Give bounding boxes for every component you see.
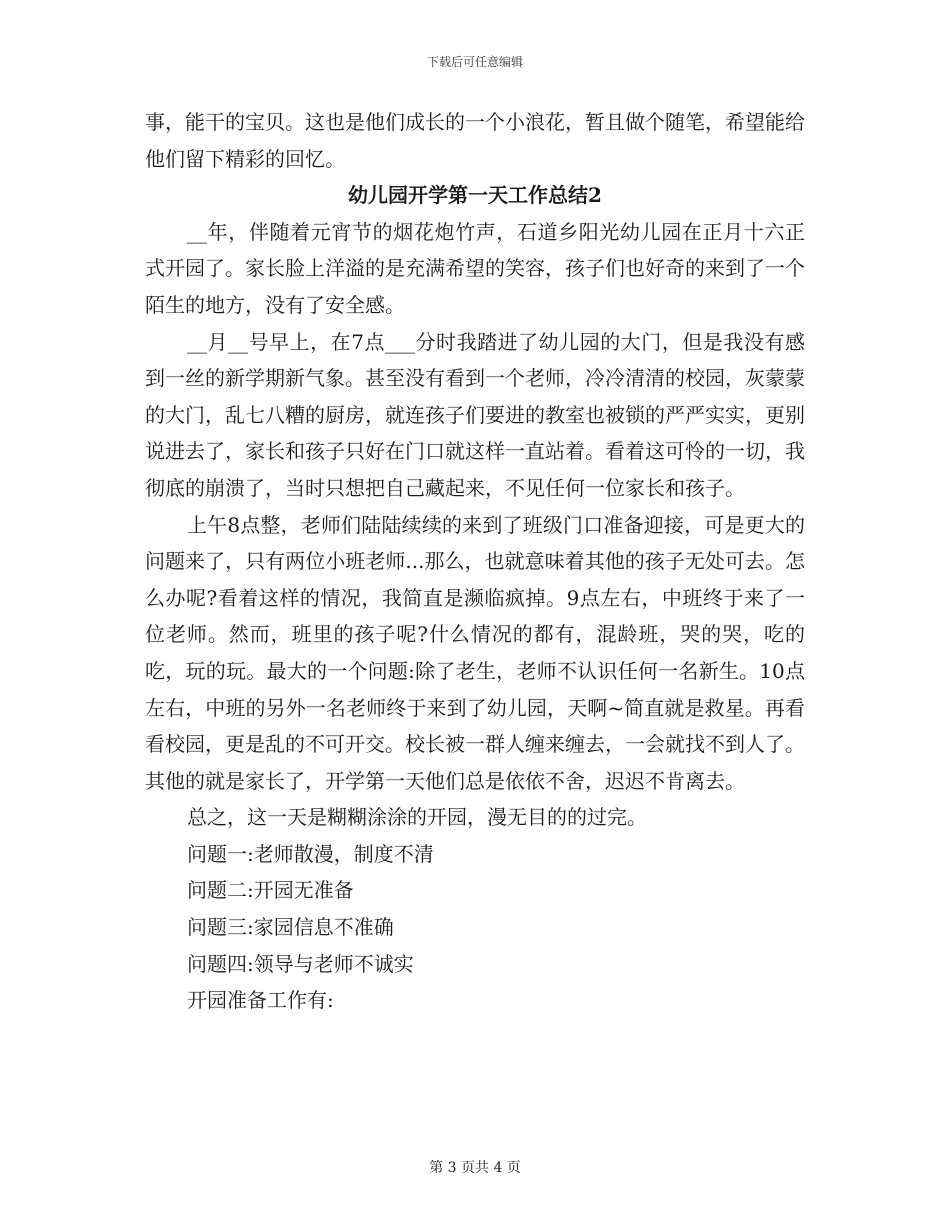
page-header: 下载后可任意编辑 xyxy=(426,55,523,69)
paragraph-3: 上午8点整，老师们陆陆续续的来到了班级门口准备迎接，可是更大的问题来了，只有两位小班老师...那么，也就意味着其他的孩子无处可去。怎么办呢?看着这样的情况，我简直是濒临疯掉。9点左右，中班终于来了一位老师。然而，班里的孩子呢?什么情况的都有，混龄班，哭的哭，吃的吃，玩的玩。最大的一个问题:除了老生，老师不认识任何一名新生。10点左右，中班的另外一名老师终于来到了幼儿园，天啊~简直就是救星。再看看校园，更是乱的不可开交。校长被一群人缠来缠去，一会就找不到人了。其他的就是家长了，开学第一天他们总是依依不舍，迟迟不肯离去。 xyxy=(145,512,805,793)
document-body xyxy=(145,104,805,1019)
paragraph-summary: 总之，这一天是糊糊涂涂的开园，漫无目的的过完。 xyxy=(187,805,647,830)
preparation-heading: 开园准备工作有: xyxy=(187,988,334,1013)
problem-2: 问题二:开园无准备 xyxy=(187,878,354,903)
paragraph-continuation: 事，能干的宝贝。这也是他们成长的一个小浪花，暂且做个随笔，希望能给他们留下精彩的回忆。 xyxy=(145,110,805,171)
problem-3: 问题三:家园信息不准确 xyxy=(187,915,394,940)
section-title: 幼儿园开学第一天工作总结2 xyxy=(348,183,602,208)
paragraph-2: __月__号早上，在7点___分时我踏进了幼儿园的大门，但是我没有感到一丝的新学期新气象。甚至没有看到一个老师，冷冷清清的校园，灰蒙蒙的大门，乱七八糟的厨房，就连孩子们要进的教室也被锁的严严实实，更别说进去了，家长和孩子只好在门口就这样一直站着。看着这可怜的一切，我彻底的崩溃了，当时只想把自己藏起来，不见任何一位家长和孩子。 xyxy=(145,329,805,500)
paragraph-1: __年，伴随着元宵节的烟花炮竹声，石道乡阳光幼儿园在正月十六正式开园了。家长脸上洋溢的是充满希望的笑容，孩子们也好奇的来到了一个陌生的地方，没有了安全感。 xyxy=(145,219,805,317)
page-footer: 第 3 页共 4 页 xyxy=(429,1160,521,1176)
problem-4: 问题四:领导与老师不诚实 xyxy=(187,951,414,976)
problem-1: 问题一:老师散漫，制度不清 xyxy=(187,841,434,866)
